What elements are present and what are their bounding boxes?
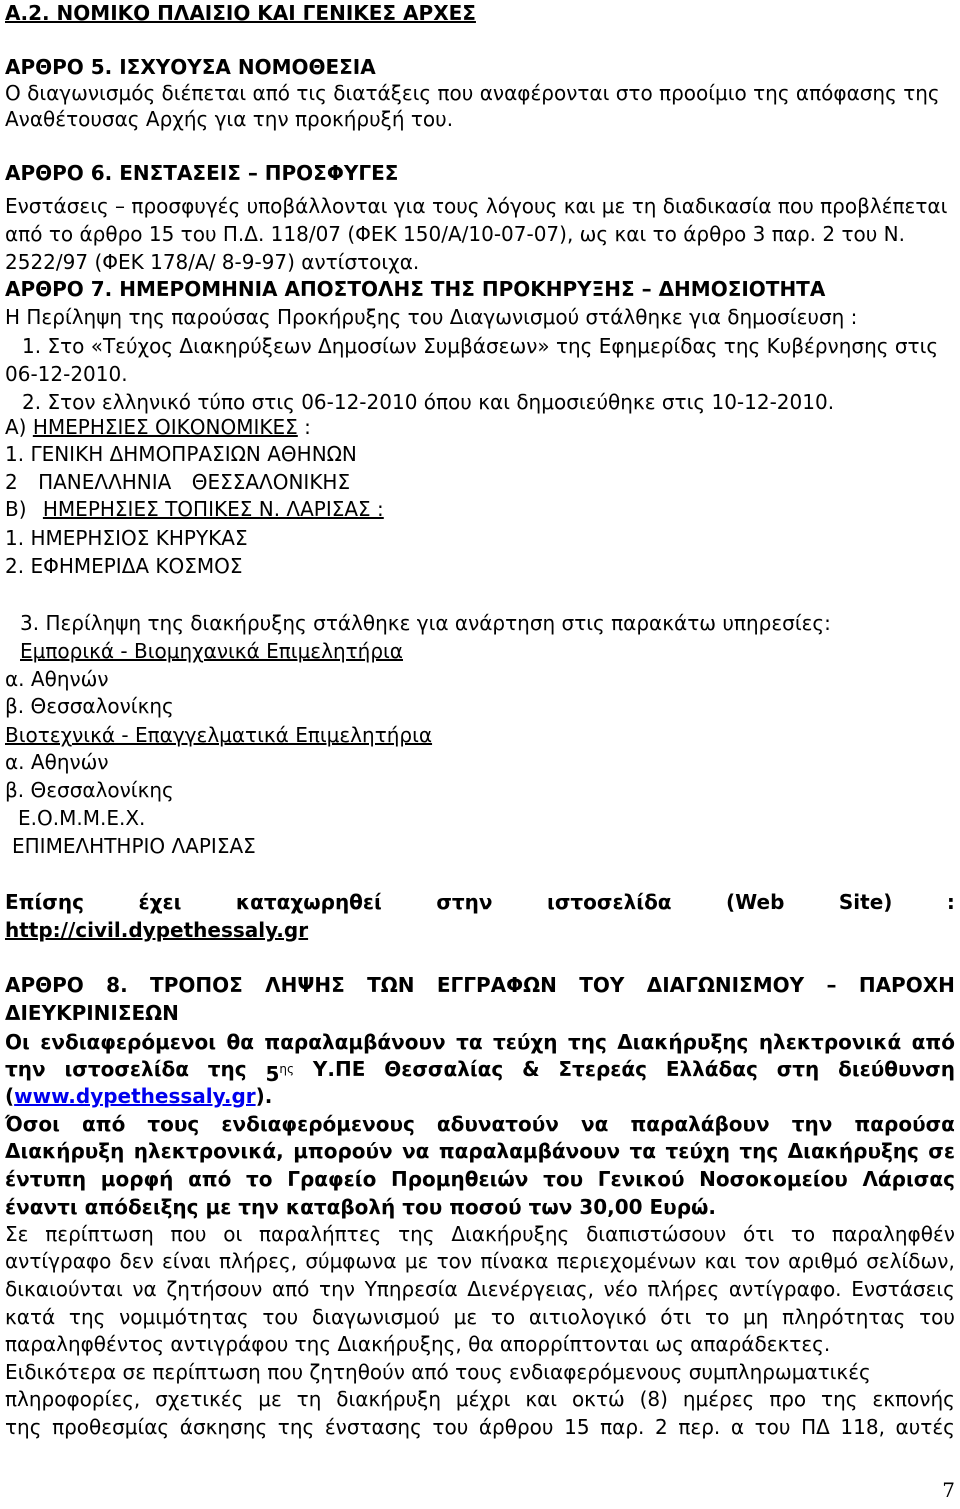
word: τους: [147, 1112, 200, 1136]
larisa-chamber: ΕΠΙΜΕΛΗΤΗΡΙΟ ΛΑΡΙΣΑΣ: [12, 834, 256, 858]
word: Διακήρυξης: [617, 1030, 749, 1054]
word: καταχωρηθεί: [235, 890, 382, 914]
word: ότι: [742, 1222, 775, 1246]
article-8-bold-1-line-3: [5, 1083, 272, 1109]
word: ΤΩΝ: [367, 973, 415, 997]
word: Σε: [5, 1222, 29, 1246]
chamber-list-1-a: α. Αθηνών: [5, 667, 109, 691]
word: έντυπη: [5, 1167, 87, 1191]
word: μη: [743, 1305, 769, 1329]
article-5-line-1: Ο διαγωνισμός διέπεται από τις διατάξεις που αναφέρονται στο προοίμιο της απόφασης της: [5, 81, 940, 105]
word: της: [68, 1305, 106, 1329]
word: ΤΟΥ: [579, 973, 625, 997]
b1-line2-w8: Στερεάς: [558, 1057, 647, 1081]
group-a-heading: [5, 414, 311, 440]
word: Υπηρεσία: [364, 1277, 458, 1301]
word: του: [262, 1305, 299, 1329]
word: σχετικές: [155, 1387, 244, 1411]
word: τεύχη: [665, 1139, 730, 1163]
word: παρ.: [600, 1415, 645, 1439]
word: ηλεκτρονικά: [758, 1030, 902, 1054]
section-title: Α.2. ΝΟΜΙΚΟ ΠΛΑΙΣΙΟ ΚΑΙ ΓΕΝΙΚΕΣ ΑΡΧΕΣ: [5, 1, 476, 25]
word: διαγωνισμού: [311, 1305, 440, 1329]
article-8-title-line-1: [5, 972, 955, 998]
word: περιεχομένων: [556, 1249, 697, 1273]
word: το: [790, 1222, 816, 1246]
word: τα: [456, 1030, 483, 1054]
group-b-item-2: 2. ΕΦΗΜΕΡΙΔΑ ΚΟΣΜΟΣ: [5, 554, 243, 578]
word: την: [791, 1112, 833, 1136]
article-6-line-3: 2522/97 (ΦΕΚ 178/Α/ 8-9-97) αντίστοιχα.: [5, 250, 420, 274]
word: σύμφωνα: [305, 1249, 397, 1273]
b1-line2-w6: Θεσσαλίας: [384, 1057, 504, 1081]
eommex: Ε.Ο.Μ.Μ.Ε.Χ.: [18, 806, 146, 830]
word: δεν: [119, 1249, 154, 1273]
article-8-para-2-line-2: [5, 1386, 955, 1412]
word: αδυνατούν: [436, 1112, 559, 1136]
word: να: [402, 1139, 430, 1163]
word: του: [432, 1415, 469, 1439]
word: εκπονής: [872, 1387, 955, 1411]
article-8-para-1-line-3: [5, 1276, 955, 1302]
word: με: [258, 1387, 282, 1411]
word: του: [919, 1305, 955, 1329]
word: είναι: [162, 1249, 211, 1273]
word: (8): [639, 1387, 668, 1411]
word: νέο: [603, 1277, 638, 1301]
article-8-para-1-line-5: παραληφθέντος αντιγράφου της Διακήρυξης, θα απορρίπτονται ως απαράδεκτες.: [5, 1332, 831, 1356]
word: Όσοι: [5, 1112, 60, 1136]
word: σε: [928, 1139, 955, 1163]
word: Γραφείο: [287, 1167, 377, 1191]
article-8-bold-2-line-3: [5, 1166, 955, 1192]
word: από: [188, 1167, 232, 1191]
word: διαπιστώσουν: [586, 1222, 727, 1246]
word: του: [754, 1415, 791, 1439]
group-b-label: ΗΜΕΡΗΣΙΕΣ ΤΟΠΙΚΕΣ Ν. ΛΑΡΙΣΑΣ :: [42, 497, 384, 521]
word: με: [404, 1249, 429, 1273]
word: να: [581, 1112, 609, 1136]
b1-line2-w11: διεύθυνση: [838, 1057, 955, 1081]
b1-line2-w1: την: [5, 1057, 46, 1081]
word: από: [82, 1112, 126, 1136]
word: Διακήρυξη: [5, 1139, 125, 1163]
b1-line2-w2: ιστοσελίδα: [64, 1057, 189, 1081]
article-7-title: ΑΡΘΡΟ 7. ΗΜΕΡΟΜΗΝΙΑ ΑΠΟΣΤΟΛΗΣ ΤΗΣ ΠΡΟΚΗΡΥΞΗΣ – ΔΗΜΟΣΙΟΤΗΤΑ: [5, 277, 826, 301]
b1-line2-w5: Υ.ΠΕ: [312, 1057, 366, 1081]
word: Διενέργειας,: [467, 1277, 594, 1301]
word: θα: [226, 1030, 254, 1054]
word: τα: [629, 1139, 657, 1163]
chamber-list-2-b: β. Θεσσαλονίκης: [5, 778, 174, 802]
website-url-link[interactable]: http://civil.dypethessaly.gr: [5, 918, 309, 942]
word: Προμηθειών: [390, 1167, 529, 1191]
word: της: [5, 1415, 42, 1439]
word: ΠΔ: [801, 1415, 830, 1439]
word: μπορούν: [293, 1139, 393, 1163]
word: πλήρες,: [218, 1249, 298, 1273]
word: έχει: [138, 890, 182, 914]
dypethessaly-link[interactable]: www.dypethessaly.gr: [14, 1084, 256, 1108]
word: πληροφορίες,: [5, 1387, 141, 1411]
word: την: [319, 1277, 355, 1301]
word: παρούσα: [854, 1112, 955, 1136]
link-open-paren: (: [5, 1084, 15, 1108]
word: αντίγραφο.: [728, 1277, 842, 1301]
article-7-item-3: 3. Περίληψη της διακήρυξης στάλθηκε για ανάρτηση στις παρακάτω υπηρεσίες:: [20, 611, 831, 635]
article-6-line-2: από το άρθρο 15 του Π.Δ. 118/07 (ΦΕΚ 150/Α/10-07-07), ως και το άρθρο 3 παρ. 2 του Ν.: [5, 222, 905, 246]
word: Γενικού: [597, 1167, 685, 1191]
article-6-line-1: Ενστάσεις – προσφυγές υποβάλλονται για τους λόγους και με τη διαδικασία που προβλέπεται: [5, 194, 948, 218]
chamber-list-1-title: Εμπορικά - Βιομηχανικά Επιμελητήρια: [20, 639, 403, 663]
word: α: [730, 1415, 745, 1439]
article-8-para-1-line-2: [5, 1248, 955, 1274]
article-8-para-1-line-1: [5, 1221, 955, 1247]
word: Επίσης: [5, 890, 84, 914]
word: Διακήρυξης: [451, 1222, 570, 1246]
word: το: [246, 1167, 273, 1191]
b1-line2-w3: της: [207, 1057, 247, 1081]
word: ενδιαφερόμενους: [221, 1112, 415, 1136]
word: 15: [564, 1415, 590, 1439]
word: της: [739, 1139, 779, 1163]
b1-line2-num: 5: [265, 1061, 280, 1086]
group-a-item-2: 2 ΠΑΝΕΛΛΗΝΙΑ ΘΕΣΣΑΛΟΝΙΚΗΣ: [5, 470, 351, 494]
word: προ: [769, 1387, 807, 1411]
word: τον: [436, 1249, 473, 1273]
link-close-paren: ).: [255, 1084, 273, 1108]
word: Λάρισας: [862, 1167, 955, 1191]
word: αιτιολογικό: [528, 1305, 647, 1329]
word: ένστασης: [324, 1415, 422, 1439]
article-7-item-1b: 06-12-2010.: [5, 362, 128, 386]
article-8-bold-2-line-4: έναντι απόδειξης με την καταβολή του ποσού των 30,00 Ευρώ.: [5, 1195, 716, 1219]
word: ότι: [660, 1305, 692, 1329]
word: από: [271, 1277, 310, 1301]
b1-line2-w9: Ελλάδας: [665, 1057, 758, 1081]
word: ιστοσελίδα: [547, 890, 672, 914]
word: στην: [436, 890, 493, 914]
b1-line2-sup: ης: [279, 1062, 295, 1076]
group-a-item-1: 1. ΓΕΝΙΚΗ ΔΗΜΟΠΡΑΣΙΩΝ ΑΘΗΝΩΝ: [5, 442, 357, 466]
word: Site): [838, 890, 893, 914]
word: της: [277, 1415, 315, 1439]
word: της: [567, 1030, 607, 1054]
b1-line2-w10: στη: [776, 1057, 820, 1081]
word: Ενστάσεις: [851, 1277, 955, 1301]
word: άρθρου: [478, 1415, 554, 1439]
word: ΑΡΘΡΟ: [5, 973, 84, 997]
word: της: [821, 1387, 858, 1411]
word: τον: [744, 1249, 780, 1273]
word: 118,: [840, 1415, 885, 1439]
word: πλήρες: [647, 1277, 720, 1301]
word: ζητήσουν: [166, 1277, 263, 1301]
word: 8.: [106, 973, 128, 997]
group-a-suffix: :: [297, 415, 311, 439]
article-5-title: ΑΡΘΡΟ 5. ΙΣΧΥΟΥΣΑ ΝΟΜΟΘΕΣΙΑ: [5, 55, 376, 79]
article-8-para-2-line-3: [5, 1414, 955, 1440]
group-b-item-1: 1. ΗΜΕΡΗΣΙΟΣ ΚΗΡΥΚΑΣ: [5, 526, 248, 550]
word: παραληφθέν: [831, 1222, 955, 1246]
website-line: [5, 889, 955, 915]
chamber-list-1-b: β. Θεσσαλονίκης: [5, 694, 174, 718]
word: ημέρες: [682, 1387, 755, 1411]
article-5-line-2: Αναθέτουσας Αρχής για την προκήρυξή του.: [5, 107, 454, 131]
word: από: [911, 1030, 955, 1054]
word: (Web: [726, 890, 785, 914]
word: και: [525, 1387, 558, 1411]
word: ΛΗΨΗΣ: [265, 973, 345, 997]
word: μέχρι: [455, 1387, 511, 1411]
word: ΔΙΑΓΩΝΙΣΜΟΥ: [646, 973, 805, 997]
word: και: [704, 1249, 737, 1273]
group-a-label: ΗΜΕΡΗΣΙΕΣ ΟΙΚΟΝΟΜΙΚΕΣ: [32, 415, 298, 439]
article-7-item-2: 2. Στον ελληνικό τύπο στις 06-12-2010 όπου και δημοσιεύθηκε στις 10-12-2010.: [22, 390, 835, 414]
word: παραλήπτες: [259, 1222, 382, 1246]
word: αριθμό: [788, 1249, 858, 1273]
word: σελίδων,: [866, 1249, 955, 1273]
word: περ.: [678, 1415, 721, 1439]
word: με: [453, 1305, 478, 1329]
article-8-para-1-line-4: [5, 1304, 955, 1330]
chamber-list-2-a: α. Αθηνών: [5, 750, 109, 774]
article-8-title-line-2: ΔΙΕΥΚΡΙΝΙΣΕΩΝ: [5, 1001, 179, 1025]
word: άσκησης: [179, 1415, 268, 1439]
article-7-intro: Η Περίληψη της παρούσας Προκήρυξης του Διαγωνισμού στάλθηκε για δημοσίευση :: [5, 305, 858, 329]
word: του: [543, 1167, 584, 1191]
word: δικαιούνται: [5, 1277, 123, 1301]
word: τη: [296, 1387, 322, 1411]
word: κατά: [5, 1305, 56, 1329]
article-8-bold-2-line-2: [5, 1138, 955, 1164]
word: ενδιαφερόμενοι: [40, 1030, 217, 1054]
word: το: [490, 1305, 516, 1329]
word: οκτώ: [571, 1387, 625, 1411]
article-8-bold-2-line-1: [5, 1111, 955, 1137]
word: πίνακα: [480, 1249, 549, 1273]
word: περίπτωση: [45, 1222, 154, 1246]
word: διακήρυξη: [336, 1387, 441, 1411]
word: τεύχη: [492, 1030, 558, 1054]
chamber-list-2-title: Βιοτεχνικά - Επαγγελματικά Επιμελητήρια: [5, 723, 433, 747]
word: αντίγραφο: [5, 1249, 112, 1273]
article-8-para-2-line-1: Ειδικότερα σε περίπτωση που ζητηθούν από τους ενδιαφερόμενους συμπληρωματικές: [5, 1360, 871, 1384]
group-b-heading: [5, 496, 384, 522]
word: παραλάβουν: [630, 1112, 770, 1136]
word: οι: [223, 1222, 243, 1246]
word: αυτές: [895, 1415, 955, 1439]
word: Διακήρυξης: [787, 1139, 919, 1163]
article-8-bold-1-line-1: [5, 1029, 955, 1055]
word: νομιμότητας: [119, 1305, 249, 1329]
word: –: [826, 973, 837, 997]
word: 2: [655, 1415, 668, 1439]
group-a-prefix: Α): [5, 415, 33, 439]
page-number: 7: [942, 1478, 955, 1502]
word: ΕΓΓΡΑΦΩΝ: [436, 973, 557, 997]
word: πληρότητας: [782, 1305, 906, 1329]
word: της: [398, 1222, 435, 1246]
word: να: [132, 1277, 157, 1301]
article-6-title: ΑΡΘΡΟ 6. ΕΝΣΤΑΣΕΙΣ – ΠΡΟΣΦΥΓΕΣ: [5, 161, 399, 185]
word: ΠΑΡΟΧΗ: [858, 973, 955, 997]
word: παραλαμβάνουν: [264, 1030, 446, 1054]
group-b-prefix: Β): [5, 497, 33, 521]
b1-line2-w7: &: [522, 1057, 540, 1081]
word: ηλεκτρονικά,: [133, 1139, 284, 1163]
word: που: [170, 1222, 207, 1246]
word: Οι: [5, 1030, 30, 1054]
word: παραλαμβάνουν: [438, 1139, 621, 1163]
word: προθεσμίας: [52, 1415, 170, 1439]
word: μορφή: [100, 1167, 174, 1191]
word: :: [946, 890, 955, 914]
word: ΤΡΟΠΟΣ: [150, 973, 243, 997]
word: Νοσοκομείου: [699, 1167, 848, 1191]
word: το: [705, 1305, 730, 1329]
article-7-item-1a: 1. Στο «Τεύχος Διακηρύξεων Δημοσίων Συμβάσεων» της Εφημερίδας της Κυβέρνησης στις: [22, 334, 939, 358]
